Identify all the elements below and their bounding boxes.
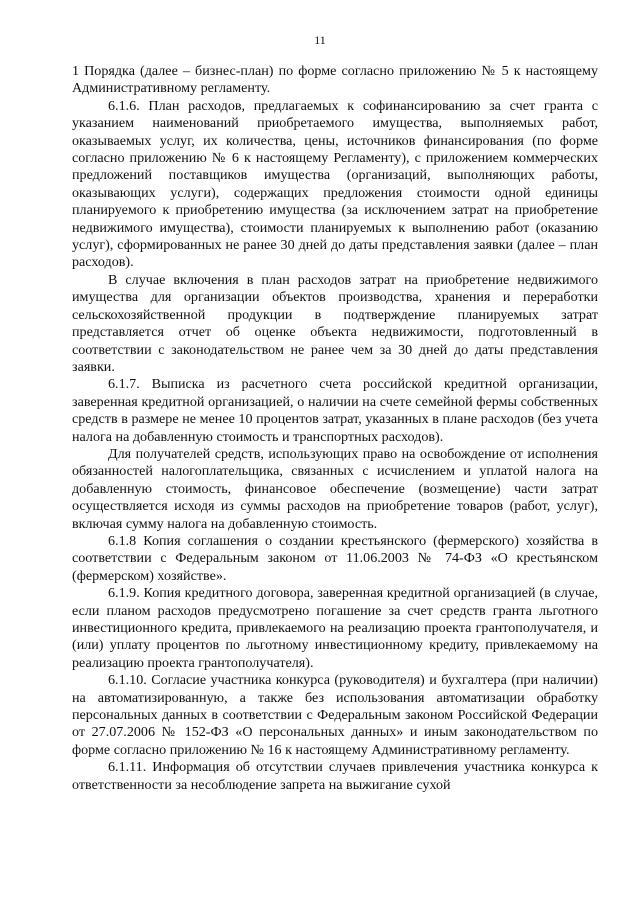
paragraph-continuation: 1 Порядка (далее – бизнес-план) по форме согласно приложению № 5 к настоящему Административному регламенту. [72, 63, 598, 97]
page-number: 11 [314, 33, 326, 47]
paragraph-6-1-9: 6.1.9. Копия кредитного договора, заверенная кредитной организацией (в случае, если планом расходов предусмотрено погашение за счет средств гранта льготного инвестиционного кредита, привлекаемого на реализацию проекта грантополучателя, и (или) уплату процентов по льготному инвестиционному кредиту, привлекаемому на реализацию проекта грантополучателя). [72, 585, 598, 671]
paragraph-6-1-8: 6.1.8 Копия соглашения о создании крестьянского (фермерского) хозяйства в соответствии с Федеральным законом от 11.06.2003 № 74-ФЗ «О крестьянском (фермерском) хозяйстве». [72, 532, 598, 584]
paragraph-vat-exemption: Для получателей средств, использующих право на освобождение от исполнения обязанностей налогоплательщика, связанных с исчислением и уплатой налога на добавленную стоимость, финансовое обеспечение (возмещение) части затрат осуществляется исходя из суммы расходов на приобретение товаров (работ, услуг), включая сумму налога на добавленную стоимость. [72, 445, 598, 532]
paragraph-real-estate-costs: В случае включения в план расходов затрат на приобретение недвижимого имущества для организации объектов производства, хранения и переработки сельскохозяйственной продукции в подтверждение планируемых затрат представляется отчет об оценке объекта недвижимости, подготовленный в соответствии с законодательством не ранее чем за 30 дней до даты представления заявки. [72, 271, 598, 375]
paragraph-6-1-11: 6.1.11. Информация об отсутствии случаев привлечения участника конкурса к ответственности за несоблюдение запрета на выжигание сухой [72, 759, 598, 793]
paragraph-6-1-10: 6.1.10. Согласие участника конкурса (руководителя) и бухгалтера (при наличии) на автоматизированную, а также без использования автоматизации обработку персональных данных в соответствии с Федеральным законом Российской Федерации от 27.07.2006 № 152-ФЗ «О персональных данных» и иным законодательством по форме согласно приложению № 16 к настоящему Административному регламенту. [72, 672, 598, 758]
paragraph-6-1-7: 6.1.7. Выписка из расчетного счета российской кредитной организации, заверенная кредитной организацией, о наличии на счете семейной фермы собственных средств в размере не менее 10 процентов затрат, указанных в плане расходов (без учета налога на добавленную стоимость и транспортных расходов). [72, 376, 598, 445]
document-body [72, 63, 598, 794]
paragraph-6-1-6: 6.1.6. План расходов, предлагаемых к софинансированию за счет гранта с указанием наименований приобретаемого имущества, выполняемых работ, оказываемых услуг, их количества, цены, источников финансирования (по форме согласно приложению № 6 к настоящему Регламенту), с приложением коммерческих предложений поставщиков имущества (организаций, выполняющих работы, оказывающих услуги), содержащих предложения стоимости одной единицы планируемого к приобретению имущества (за исключением затрат на приобретение недвижимого имущества), стоимости планируемых к выполнению работ (оказанию услуг), сформированных не ранее 30 дней до даты представления заявки (далее – план расходов). [72, 97, 598, 271]
